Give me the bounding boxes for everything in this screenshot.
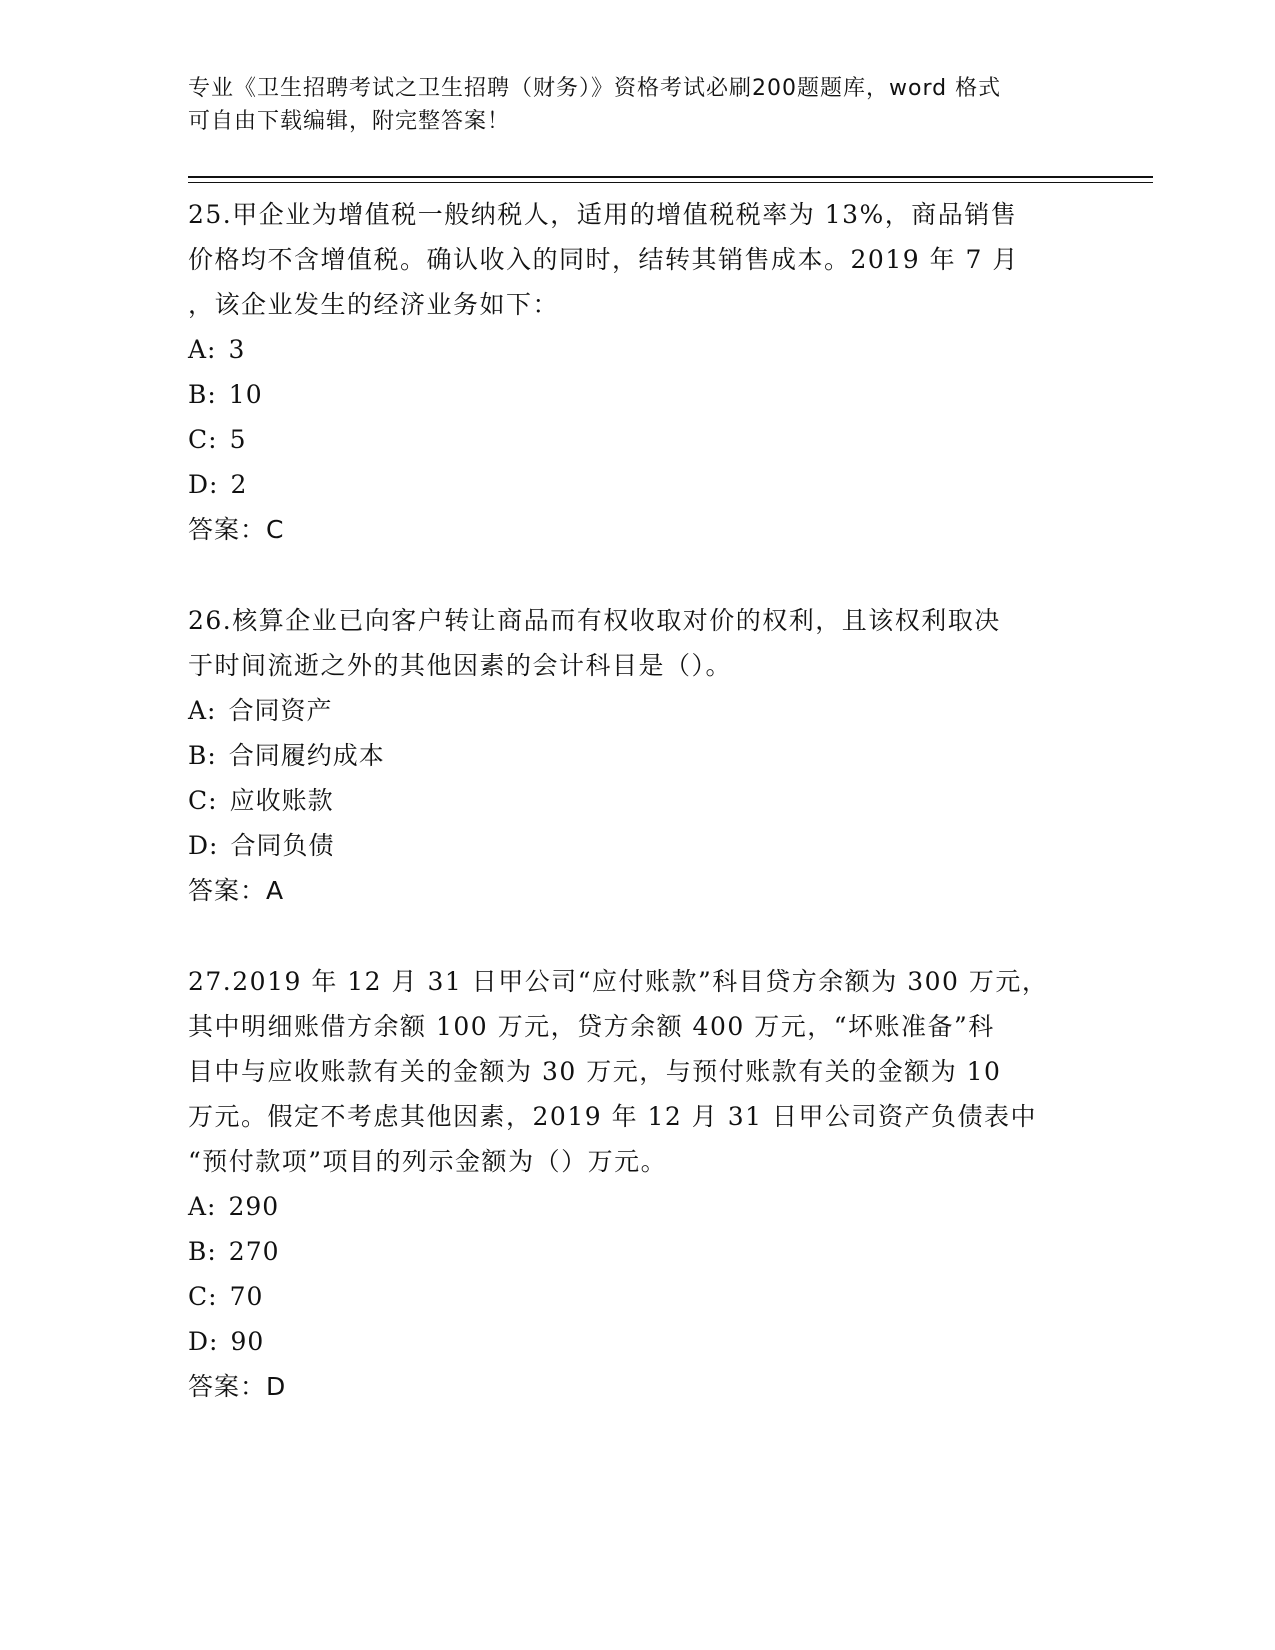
option-d xyxy=(188,462,1088,507)
question-stem-line: 26.核算企业已向客户转让商品而有权收取对价的权利，且该权利取决 xyxy=(188,606,1001,635)
option-key: B: xyxy=(188,380,217,409)
option-text: 270 xyxy=(228,1237,280,1266)
option-a xyxy=(188,688,1088,733)
option-text: 合同履约成本 xyxy=(228,741,385,770)
question-block xyxy=(188,192,1088,552)
option-text: 90 xyxy=(230,1327,265,1356)
option-d xyxy=(188,1319,1088,1364)
option-text: 3 xyxy=(228,335,246,364)
question-stem-line: 价格均不含增值税。确认收入的同时，结转其销售成本。2019 年 7 月 xyxy=(188,245,1019,274)
option-a xyxy=(188,1184,1088,1229)
question-block xyxy=(188,598,1088,913)
answer-line: 答案：A xyxy=(188,876,285,905)
option-c xyxy=(188,417,1088,462)
option-b xyxy=(188,733,1088,778)
option-text: 5 xyxy=(229,425,247,454)
option-key: D: xyxy=(188,1327,219,1356)
question-stem-line: ，该企业发生的经济业务如下： xyxy=(188,290,560,319)
option-key: D: xyxy=(188,831,219,860)
header-line-1: 专业《卫生招聘考试之卫生招聘（财务）》资格考试必刷200题题库，word 格式 xyxy=(188,76,1002,101)
header-divider-thin xyxy=(188,182,1153,183)
option-d xyxy=(188,823,1088,868)
option-text: 合同负债 xyxy=(230,831,335,860)
option-key: A: xyxy=(188,1192,217,1221)
option-key: B: xyxy=(188,741,217,770)
question-stem-line: 27.2019 年 12 月 31 日甲公司“应付账款”科目贷方余额为 300 万元， xyxy=(188,967,1049,996)
question-stem-line: 于时间流逝之外的其他因素的会计科目是（）。 xyxy=(188,651,733,680)
option-key: A: xyxy=(188,696,217,725)
option-text: 290 xyxy=(228,1192,280,1221)
option-a xyxy=(188,327,1088,372)
option-text: 合同资产 xyxy=(228,696,333,725)
option-b xyxy=(188,1229,1088,1274)
option-key: A: xyxy=(188,335,217,364)
option-text: 70 xyxy=(229,1282,264,1311)
option-b xyxy=(188,372,1088,417)
option-text: 10 xyxy=(228,380,263,409)
question-stem-line: 万元。假定不考虑其他因素，2019 年 12 月 31 日甲公司资产负债表中 xyxy=(188,1102,1037,1131)
question-stem-line: “预付款项”项目的列示金额为（）万元。 xyxy=(188,1147,668,1176)
question-list xyxy=(188,192,1088,1455)
option-text: 2 xyxy=(230,470,248,499)
option-text: 应收账款 xyxy=(229,786,334,815)
option-key: D: xyxy=(188,470,219,499)
option-key: C: xyxy=(188,786,218,815)
document-header xyxy=(188,72,1068,138)
answer-line: 答案：C xyxy=(188,515,285,544)
question-stem-line: 目中与应收账款有关的金额为 30 万元，与预付账款有关的金额为 10 xyxy=(188,1057,1002,1086)
question-stem-line: 其中明细账借方余额 100 万元，贷方余额 400 万元，“坏账准备”科 xyxy=(188,1012,995,1041)
header-line-2: 可自由下载编辑，附完整答案！ xyxy=(188,109,511,134)
question-stem-line: 25.甲企业为增值税一般纳税人，适用的增值税税率为 13%，商品销售 xyxy=(188,200,1018,229)
option-key: C: xyxy=(188,425,218,454)
option-c xyxy=(188,1274,1088,1319)
answer-line: 答案：D xyxy=(188,1372,287,1401)
header-divider-thick xyxy=(188,176,1153,178)
question-block xyxy=(188,959,1088,1409)
option-key: C: xyxy=(188,1282,218,1311)
option-c xyxy=(188,778,1088,823)
option-key: B: xyxy=(188,1237,217,1266)
